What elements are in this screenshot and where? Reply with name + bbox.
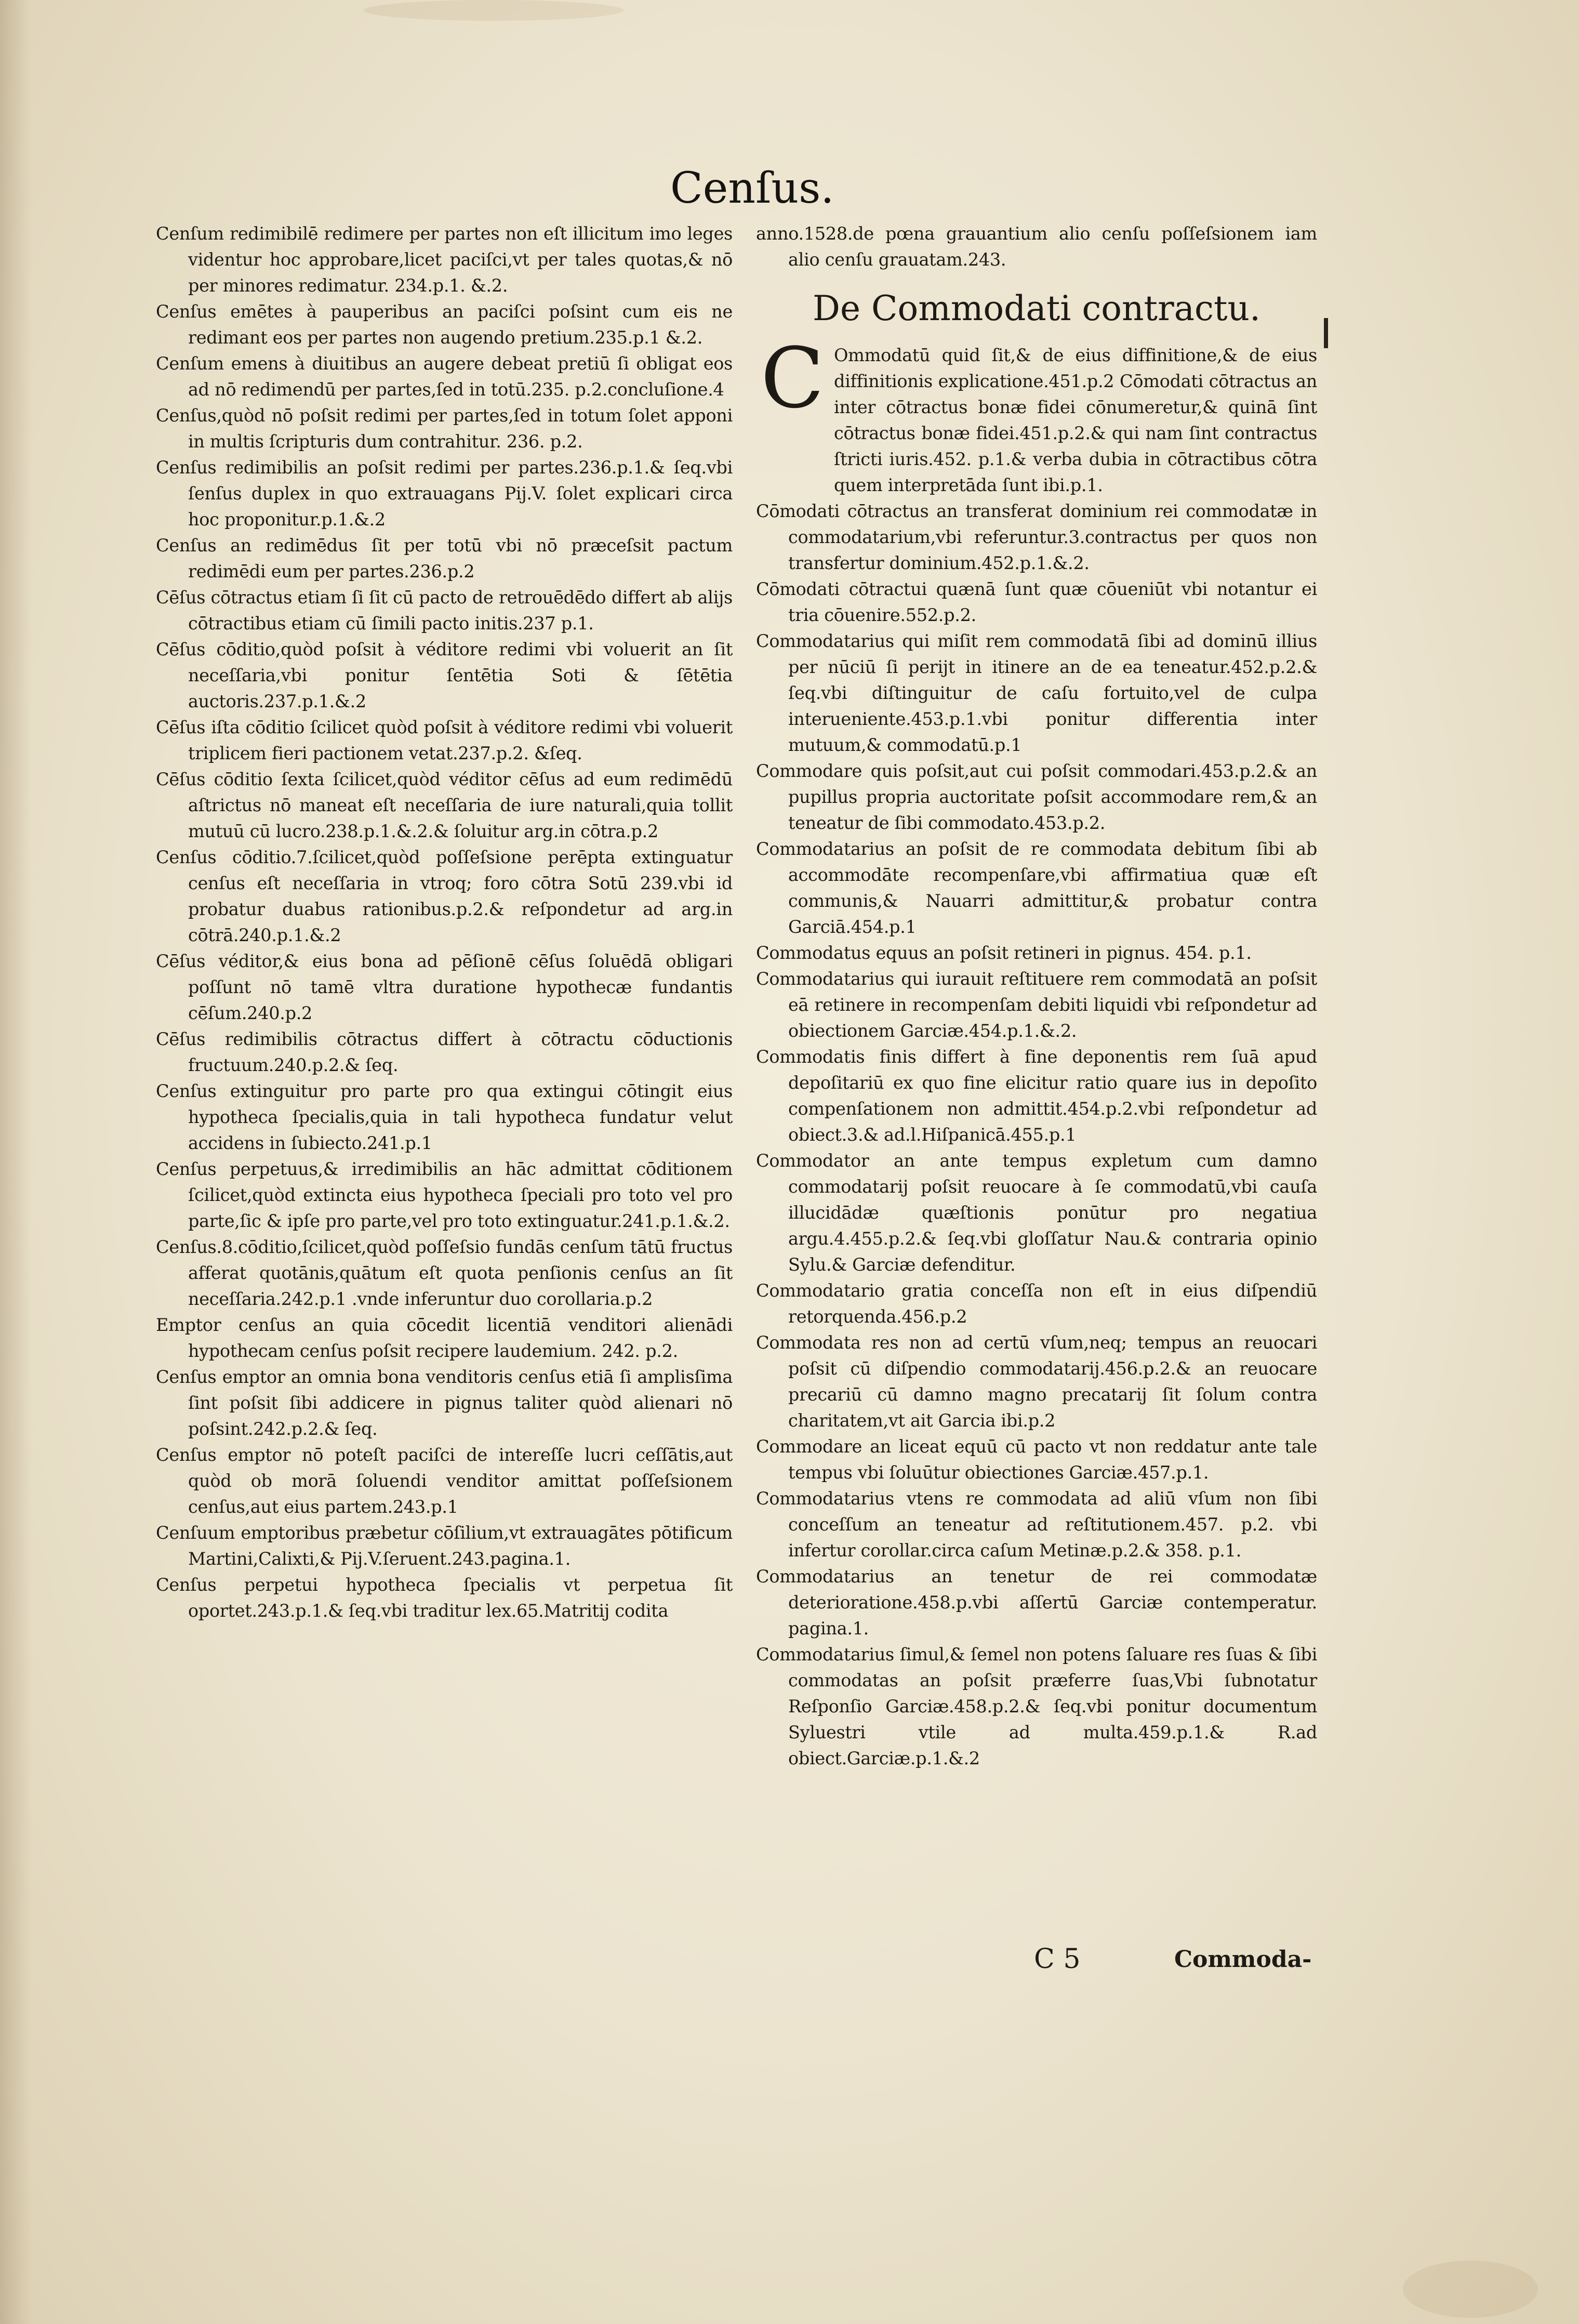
section-title: De Commodati contractu. [813, 288, 1260, 328]
index-entry-continued: anno.1528.de pœna grauantium alio cenſu poſſeſsionem iam alio cenſu grauatam.243. [756, 223, 1317, 270]
index-entry: Cōmodati cōtractui quænā ſunt quæ cōueniūt vbi notantur ei tria cōuenire.552.p.2. [756, 579, 1317, 625]
index-entry: Commodatarius qui miſit rem commodatā ſibi ad dominū illius per nūciū ſi perijt in itinere an de ea teneatur.452.p.2.& ſeq.vbi diſtinguitur de caſu fortuito,vel de culpa interueniente.453.p.1.vbi ponitur differentia inter mutuum,& commodatū.p.1 [756, 631, 1317, 755]
binding-shadow [0, 0, 31, 2324]
index-entry: Cenſus.8.cōditio,ſcilicet,quòd poſſeſsio fundās cenſum tātū fructus afferat quotānis,quātum eſt quota penſionis cenſus an ſit neceſſaria.242.p.1 .vnde inferuntur duo corollaria.p.2 [156, 1237, 733, 1309]
index-entry: Commodatarius ſimul,& ſemel non potens ſaluare res ſuas & ſibi commodatas an poſsit præferre ſuas,Vbi ſubnotatur Reſponſio Garciæ.458.p.2.& ſeq.vbi ponitur documentum Syluestri vtile ad multa.459.p.1.& R.ad obiect.Garciæ.p.1.&.2 [756, 1644, 1317, 1768]
index-entry: Cenſuum emptoribus præbetur cōſilium,vt extrauagātes pōtificum Martini,Calixti,& Pij.V.ſeruent.243.pagina.1. [156, 1523, 733, 1569]
index-entry: Commodata res non ad certū vſum,neq; tempus an reuocari poſsit cū diſpendio commodatarij.456.p.2.& an reuocare precariū cū damno magno precatarij ſit ſolum contra charitatem,vt ait Garcia ibi.p.2 [756, 1332, 1317, 1431]
signature-mark: C 5 [1034, 1944, 1081, 1975]
index-entry: Emptor cenſus an quia cōcedit licentiā venditori alienādi hypothecam cenſus poſsit recipere laudemium. 242. p.2. [156, 1315, 733, 1361]
index-entry: Cenſum redimibilē redimere per partes non eſt illicitum imo leges videntur hoc approbare,licet paciſci,vt per tales quotas,& nō per minores redimatur. 234.p.1. &.2. [156, 223, 733, 296]
index-entry: Commodator an ante tempus expletum cum damno commodatarij poſsit reuocare à ſe commodatū,vbi cauſa illucidādæ quæſtionis ponūtur pro negatiua argu.4.455.p.2.& ſeq.vbi gloſſatur Nau.& contraria opinio Sylu.& Garciæ defenditur. [756, 1151, 1317, 1275]
index-entry: Cenſus cōditio.7.ſcilicet,quòd poſſeſsione perēpta extinguatur cenſus eſt neceſſaria in vtroq; foro cōtra Sotū 239.vbi id probatur duabus rationibus.p.2.& reſpondetur ad arg.in cōtrā.240.p.1.&.2 [156, 847, 733, 945]
index-entry: Cenſus emptor an omnia bona venditoris cenſus etiā ſi amplisſima ſint poſsit ſibi addicere in pignus taliter quòd alienari nō poſsint.242.p.2.& ſeq. [156, 1367, 733, 1439]
index-entry: Cenſus perpetuus,& irredimibilis an hāc admittat cōditionem ſcilicet,quòd extincta eius hypotheca ſpeciali pro toto vel pro parte,ſic & ipſe pro parte,vel pro toto extinguatur.241.p.1.&.2. [156, 1159, 733, 1231]
left-column [156, 221, 733, 1624]
index-entry: Cēſus cōditio ſexta ſcilicet,quòd véditor cēſus ad eum redimēdū aſtrictus nō maneat eſt neceſſaria de iure naturali,quia tollit mutuū cū lucro.238.p.1.&.2.& ſoluitur arg.in cōtra.p.2 [156, 769, 733, 841]
running-header: Cenſus. [670, 164, 834, 213]
index-entry: Cenſus,quòd nō poſsit redimi per partes,ſed in totum ſolet apponi in multis ſcripturis dum contrahitur. 236. p.2. [156, 405, 733, 452]
index-entry: Cenſus an redimēdus ſit per totū vbi nō præceſsit pactum redimēdi eum per partes.236.p.2 [156, 535, 733, 582]
index-entry: Cōmodati cōtractus an transferat dominium rei commodatæ in commodatarium,vbi referuntur.3.contractus per quos non transfertur dominium.452.p.1.&.2. [756, 501, 1317, 573]
index-entry: Commodatarius an tenetur de rei commodatæ deterioratione.458.p.vbi aſſertū Garciæ contemperatur. pagina.1. [756, 1566, 1317, 1639]
index-entry: Commodatarius qui iurauit reſtituere rem commodatā an poſsit eā retinere in recompenſam debiti liquidi vbi reſpondetur ad obiectionem Garciæ.454.p.1.&.2. [756, 969, 1317, 1041]
index-entry: Cenſus extinguitur pro parte pro qua extingui cōtingit eius hypotheca ſpecialis,quia in tali hypotheca fundatur velut accidens in ſubiecto.241.p.1 [156, 1081, 733, 1153]
index-entry: Cēſus véditor,& eius bona ad pēſionē cēſus ſoluēdā obligari poſſunt nō tamē vltra duratione hypothecæ fundantis cēſum.240.p.2 [156, 951, 733, 1023]
index-entry: Commodatarius vtens re commodata ad aliū vſum non ſibi conceſſum an teneatur ad reſtitutionem.457. p.2. vbi infertur corollar.circa caſum Metinæ.p.2.& 358. p.1. [756, 1488, 1317, 1561]
index-entry: Commodatarius an poſsit de re commodata debitum ſibi ab accommodāte recompenſare,vbi affirmatiua quæ eſt communis,& Nauarri admittitur,& probatur contra Garciā.454.p.1 [756, 839, 1317, 937]
first-entry-text: Ommodatū quid ſit,& de eius diffinitione,& de eius diffinitionis explicatione.451.p.2 Cōmodati cōtractus an inter cōtractus bonæ fidei cōnumeretur,& quinā ſint cōtractus bonæ fidei.451.p.2.& qui nam ſint contractus ſtricti iuris.452. p.1.& verba dubia in cōtractibus cōtra quem interpretāda ſunt ibi.p.1. [834, 345, 1317, 495]
margin-mark [1324, 318, 1328, 348]
index-entry: Commodatis finis differt à fine deponentis rem ſuā apud depoſitariū ex quo fine elicitur ratio quare ius in depoſito compenſationem non admittit.454.p.2.vbi reſpondetur ad obiect.3.& ad.l.Hiſpanicā.455.p.1 [756, 1047, 1317, 1145]
index-entry: Commodare an liceat equū cū pacto vt non reddatur ante tale tempus vbi ſoluūtur obiectiones Garciæ.457.p.1. [756, 1436, 1317, 1483]
index-entry: Cenſus emptor nō poteſt paciſci de intereſſe lucri ceſſātis,aut quòd ob morā ſoluendi venditor amittat poſſeſsionem cenſus,aut eius partem.243.p.1 [156, 1445, 733, 1517]
index-entry: Cēſus iſta cōditio ſcilicet quòd poſsit à véditore redimi vbi voluerit triplicem fieri pactionem vetat.237.p.2. &ſeq. [156, 717, 733, 763]
right-column [756, 221, 1317, 1772]
catchword: Commoda- [1174, 1946, 1312, 1973]
index-entry: Cēſus cōditio,quòd poſsit à véditore redimi vbi voluerit an ſit neceſſaria,vbi ponitur ſentētia Soti & ſētētia auctoris.237.p.1.&.2 [156, 639, 733, 711]
index-entry: Commodatus equus an poſsit retineri in pignus. 454. p.1. [756, 943, 1252, 963]
index-entry: Cenſus redimibilis an poſsit redimi per partes.236.p.1.& ſeq.vbi ſenſus duplex in quo extrauagans Pij.V. ſolet explicari circa hoc proponitur.p.1.&.2 [156, 457, 733, 530]
index-entry: Cenſus perpetui hypotheca ſpecialis vt perpetua ſit oportet.243.p.1.& ſeq.vbi traditur lex.65.Matritij codita [156, 1575, 733, 1621]
index-entry: Commodare quis poſsit,aut cui poſsit commodari.453.p.2.& an pupillus propria auctoritate poſsit accommodare rem,& an teneatur de ſibi commodato.453.p.2. [756, 761, 1317, 833]
drop-capital: C [760, 329, 825, 427]
index-entry: Cenſum emens à diuitibus an augere debeat pretiū ſi obligat eos ad nō redimendū per partes,ſed in totū.235. p.2.concluſione.4 [156, 353, 733, 400]
index-entry: Cenſus emētes à pauperibus an paciſci poſsint cum eis ne redimant eos per partes non augendo pretium.235.p.1 &.2. [156, 301, 733, 348]
paper-stain [364, 0, 623, 21]
index-entry: Commodatario gratia conceſſa non eſt in eius diſpendiū retorquenda.456.p.2 [756, 1280, 1317, 1327]
index-entry: Cēſus redimibilis cōtractus differt à cōtractu cōductionis fructuum.240.p.2.& ſeq. [156, 1029, 733, 1075]
index-entry-first [756, 329, 1317, 498]
index-entry: Cēſus cōtractus etiam ſi ſit cū pacto de retrouēdēdo differt ab alijs cōtractibus etiam cū ſimili pacto initis.237 p.1. [156, 587, 733, 633]
paper-stain [1403, 2261, 1538, 2318]
